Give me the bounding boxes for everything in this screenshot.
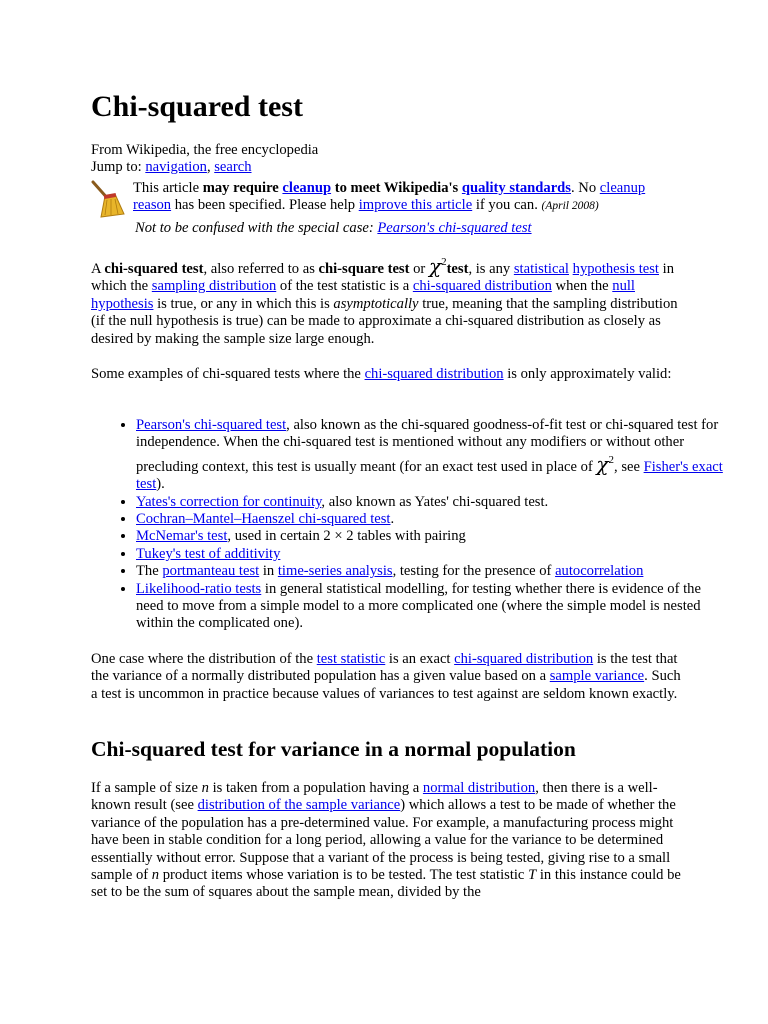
hatnote-text: Not to be confused with the special case:	[135, 220, 378, 236]
chi-superscript: 2	[441, 256, 447, 268]
section-paragraph	[91, 780, 681, 902]
cleanup-t5: has been specified. Please help	[171, 197, 359, 214]
distribution-of-sample-variance-link[interactable]: distribution of the sample variance	[197, 797, 401, 814]
quality-standards-link[interactable]: quality standards	[461, 180, 571, 196]
jump-navigation-link[interactable]: navigation	[145, 159, 207, 175]
jump-separator: ,	[206, 159, 215, 175]
list-item-7-text: in general statistical modelling, for testing whether there is evidence of the need to move from a simple model to a more complicated one (where the simple model is nested within the complicated one).	[136, 580, 701, 632]
improve-article-link[interactable]: improve this article	[358, 197, 473, 214]
section-f: in this instance could be set to be the sum of squares about the sample mean, divided by the	[91, 867, 681, 901]
cleanup-t6: if you can.	[472, 197, 542, 214]
page-title: Chi-squared test	[91, 90, 303, 123]
cleanup-text	[133, 180, 681, 216]
list-item-1-text: , also known as the chi-squared goodness-of-fit test or chi-squared test for independence. When the chi-squared test is mentioned without any modifiers or without other precluding context, this test is usually meant (for an exact test used in place of	[136, 417, 719, 475]
pearsons-chi-squared-test-link[interactable]: Pearson's chi-squared test	[136, 417, 287, 433]
intro-h: of the test statistic is a	[276, 278, 413, 295]
intro-i: when the	[551, 278, 613, 295]
fishers-exact-test-link[interactable]: Fisher's exact test	[136, 458, 723, 493]
intro-d: or	[409, 261, 429, 277]
intro-paragraph	[91, 254, 681, 348]
cleanup-t3: to meet Wikipedia's	[331, 180, 462, 196]
list-item-2-text: , also known as Yates' chi-squared test.	[321, 493, 549, 510]
jump-search-link[interactable]: search	[214, 159, 252, 175]
list-item-6-text-b: in	[259, 563, 278, 580]
cleanup-t1: This article	[133, 180, 203, 196]
sample-variance-link[interactable]: sample variance	[549, 668, 645, 685]
cleanup-link[interactable]: cleanup	[282, 180, 332, 196]
list-item	[136, 528, 726, 545]
examples-list	[91, 417, 726, 633]
list-item-1-text-b: , see	[614, 458, 644, 475]
chi-symbol: χ	[596, 451, 609, 476]
cleanup-t2: may require	[202, 180, 283, 196]
null-hypothesis-link[interactable]: null hypothesis	[91, 278, 635, 312]
portmanteau-test-link[interactable]: portmanteau test	[162, 563, 260, 580]
list-item-1-text-c: ).	[156, 476, 165, 493]
statistical-link[interactable]: statistical	[513, 261, 569, 277]
variance-chi-squared-distribution-link[interactable]: chi-squared distribution	[454, 651, 594, 667]
section-c: , then there is a well-known result (see	[91, 780, 658, 814]
list-item-6-text: The	[136, 563, 163, 580]
variance-a: One case where the distribution of the	[91, 651, 317, 667]
jump-to-label: Jump to:	[91, 159, 146, 175]
intro-bold-2: chi-square test	[318, 261, 410, 277]
cochran-mantel-haenszel-link[interactable]: Cochran–Mantel–Haenszel chi-squared test	[136, 511, 391, 528]
section-b: is taken from a population having a	[208, 780, 423, 796]
cleanup-date: (April 2008)	[541, 200, 599, 213]
autocorrelation-link[interactable]: autocorrelation	[555, 563, 644, 580]
section-d: ) which allows a test to be made of whether the variance of the population has a pre-determined value. For example, a manufacturing process might have been in stable condition for a long period, allowing a value for the variance to be determined essentially without error. Suppose that a variant of the process is being tested, giving rise to a small sample of	[91, 797, 676, 884]
list-item-4-text: , used in certain 2 × 2 tables with pairing	[227, 528, 466, 545]
list-item	[136, 563, 726, 580]
variance-b: is an exact	[385, 651, 455, 667]
section-e: product items whose variation is to be tested. The test statistic	[159, 867, 529, 884]
yates-correction-link[interactable]: Yates's correction for continuity	[136, 493, 322, 510]
hatnote	[135, 220, 532, 237]
section-t: T	[528, 867, 537, 884]
cleanup-reason-link[interactable]: cleanup reason	[133, 180, 646, 214]
intro-bold-1: chi-squared test	[104, 261, 204, 277]
variance-d: . Such a test is uncommon in practice because values of variances to test against are seldom known exactly.	[91, 668, 681, 702]
intro-e: , is any	[468, 261, 514, 277]
cleanup-t4: . No	[570, 180, 600, 196]
section-a: If a sample of size	[91, 780, 202, 796]
examples-b: is only approximately valid:	[503, 366, 672, 382]
mcnemars-test-link[interactable]: McNemar's test	[136, 528, 228, 545]
intro-em: asymptotically	[333, 295, 419, 312]
intro-k: true, meaning that the sampling distribution (if the null hypothesis is true) can be made to approximate a chi-squared distribution as closely as desired by making the sample size large enough.	[91, 295, 678, 347]
section-heading: Chi-squared test for variance in a normal population	[91, 737, 576, 761]
intro-j: is true, or any in which this is	[153, 295, 334, 312]
intro-bold-3: test	[446, 261, 469, 277]
examples-a: Some examples of chi-squared tests where the	[91, 366, 365, 382]
test-statistic-link[interactable]: test statistic	[316, 651, 386, 667]
chi-squared-distribution-link[interactable]: chi-squared distribution	[412, 278, 552, 295]
chi-superscript: 2	[608, 453, 615, 466]
section-n-2: n	[151, 867, 160, 884]
tukeys-test-link[interactable]: Tukey's test of additivity	[136, 545, 281, 562]
section-n-1: n	[201, 780, 209, 796]
list-item-6-text-c: , testing for the presence of	[392, 563, 556, 580]
list-item	[136, 494, 726, 511]
list-item	[136, 511, 726, 528]
examples-paragraph	[91, 366, 681, 383]
chi-symbol: χ	[428, 254, 442, 278]
sampling-distribution-link[interactable]: sampling distribution	[151, 278, 277, 295]
list-item	[136, 546, 726, 563]
likelihood-ratio-tests-link[interactable]: Likelihood-ratio tests	[136, 580, 262, 597]
site-sub-text: From Wikipedia, the free encyclopedia	[91, 142, 319, 158]
intro-c: , also referred to as	[203, 261, 319, 277]
normal-distribution-link[interactable]: normal distribution	[422, 780, 536, 796]
list-item-3-text: .	[390, 511, 395, 528]
list-item	[136, 417, 726, 494]
time-series-analysis-link[interactable]: time-series analysis	[277, 563, 393, 580]
hypothesis-test-link[interactable]: hypothesis test	[572, 261, 659, 277]
examples-chi-squared-distribution-link[interactable]: chi-squared distribution	[364, 366, 504, 382]
intro-a: A	[91, 261, 105, 277]
list-item	[136, 581, 726, 633]
variance-c: is the test that the variance of a normally distributed population has a given value based on a	[91, 651, 678, 685]
jump-to	[91, 159, 681, 176]
broom-icon	[91, 180, 125, 218]
variance-paragraph	[91, 651, 681, 703]
intro-g: in which the	[91, 261, 674, 295]
hatnote-link[interactable]: Pearson's chi-squared test	[377, 220, 532, 236]
site-sub	[91, 142, 681, 159]
